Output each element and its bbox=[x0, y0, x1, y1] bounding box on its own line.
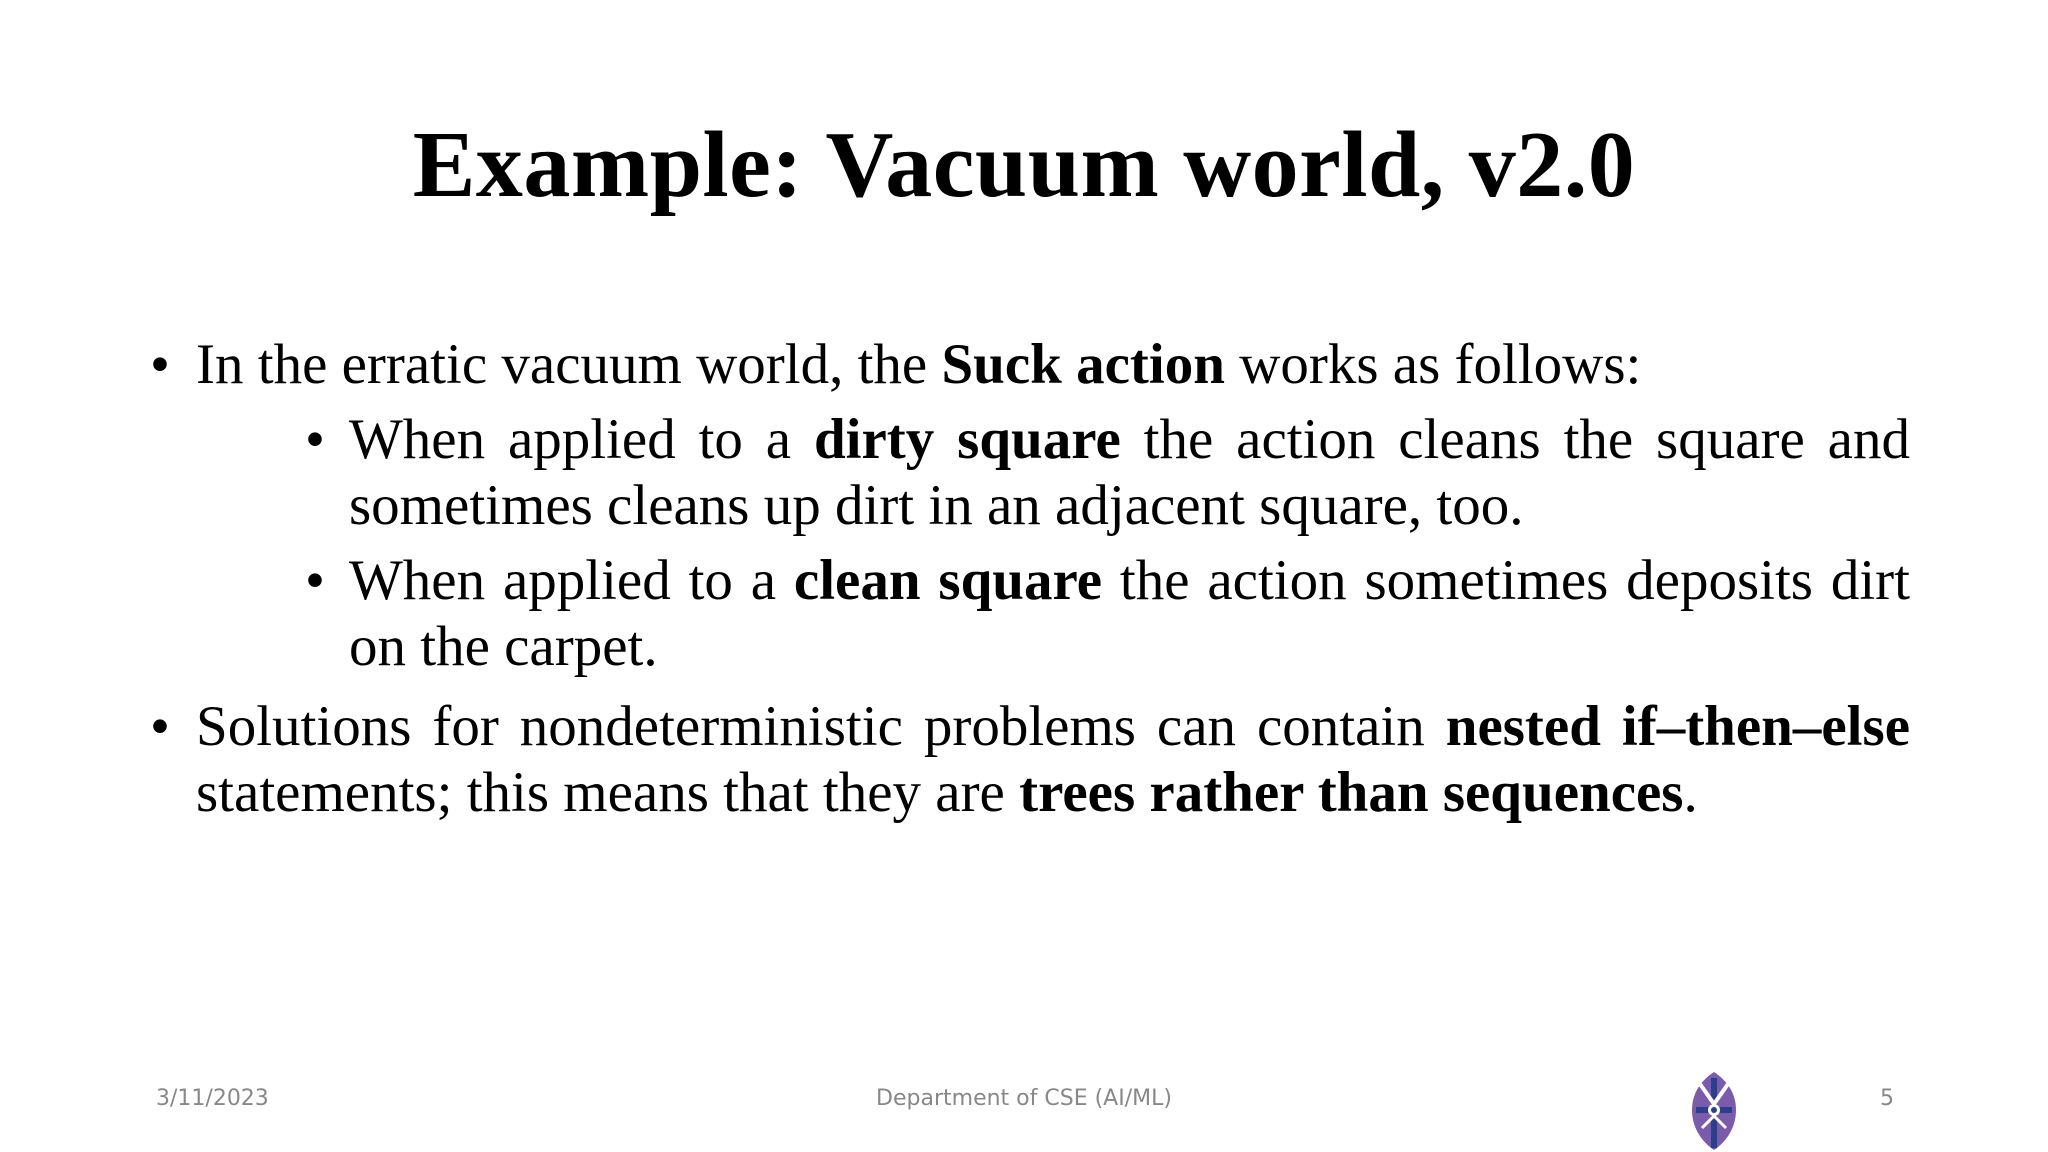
sub-bullet-clean-square bbox=[305, 548, 1910, 680]
bullet-dot: • bbox=[150, 333, 170, 396]
bullet-text: the action sometimes deposits dirt on the carpet. bbox=[349, 549, 1910, 678]
bullet-bold-text: trees rather than sequences bbox=[1019, 761, 1684, 824]
bullet-bold-text: clean square bbox=[793, 549, 1103, 612]
slide-title: Example: Vacuum world, v2.0 bbox=[412, 113, 1636, 217]
bullet-list bbox=[150, 332, 1910, 826]
institution-crest-icon bbox=[1688, 1070, 1740, 1152]
bullet-text: the action cleans the square and sometimes cleans up dirt in an adjacent square, too. bbox=[349, 408, 1910, 537]
sub-bullet-dirty-square bbox=[305, 407, 1910, 539]
bullet-text: When applied to a bbox=[349, 408, 814, 471]
bullet-text: Solutions for nondeterministic problems can contain bbox=[196, 695, 1446, 758]
bullet-bold-text: dirty square bbox=[813, 408, 1121, 471]
footer-date: 3/11/2023 bbox=[156, 1086, 269, 1111]
bullet-text: works as follows: bbox=[1224, 333, 1642, 396]
bullet-item-solutions bbox=[150, 694, 1910, 826]
bullet-dot: • bbox=[305, 549, 325, 612]
bullet-bold-text: Suck action bbox=[941, 333, 1225, 396]
footer-department: Department of CSE (AI/ML) bbox=[876, 1086, 1172, 1111]
bullet-dot: • bbox=[305, 408, 325, 471]
bullet-dot: • bbox=[150, 695, 170, 758]
bullet-text: statements; this means that they are bbox=[196, 761, 1020, 824]
bullet-text: When applied to a bbox=[349, 549, 794, 612]
bullet-item-erratic-world bbox=[150, 332, 1910, 398]
bullet-text: In the erratic vacuum world, the bbox=[196, 333, 942, 396]
footer-page-number: 5 bbox=[1880, 1086, 1894, 1111]
bullet-bold-text: nested if–then–else bbox=[1445, 695, 1910, 758]
bullet-text: . bbox=[1683, 761, 1698, 824]
